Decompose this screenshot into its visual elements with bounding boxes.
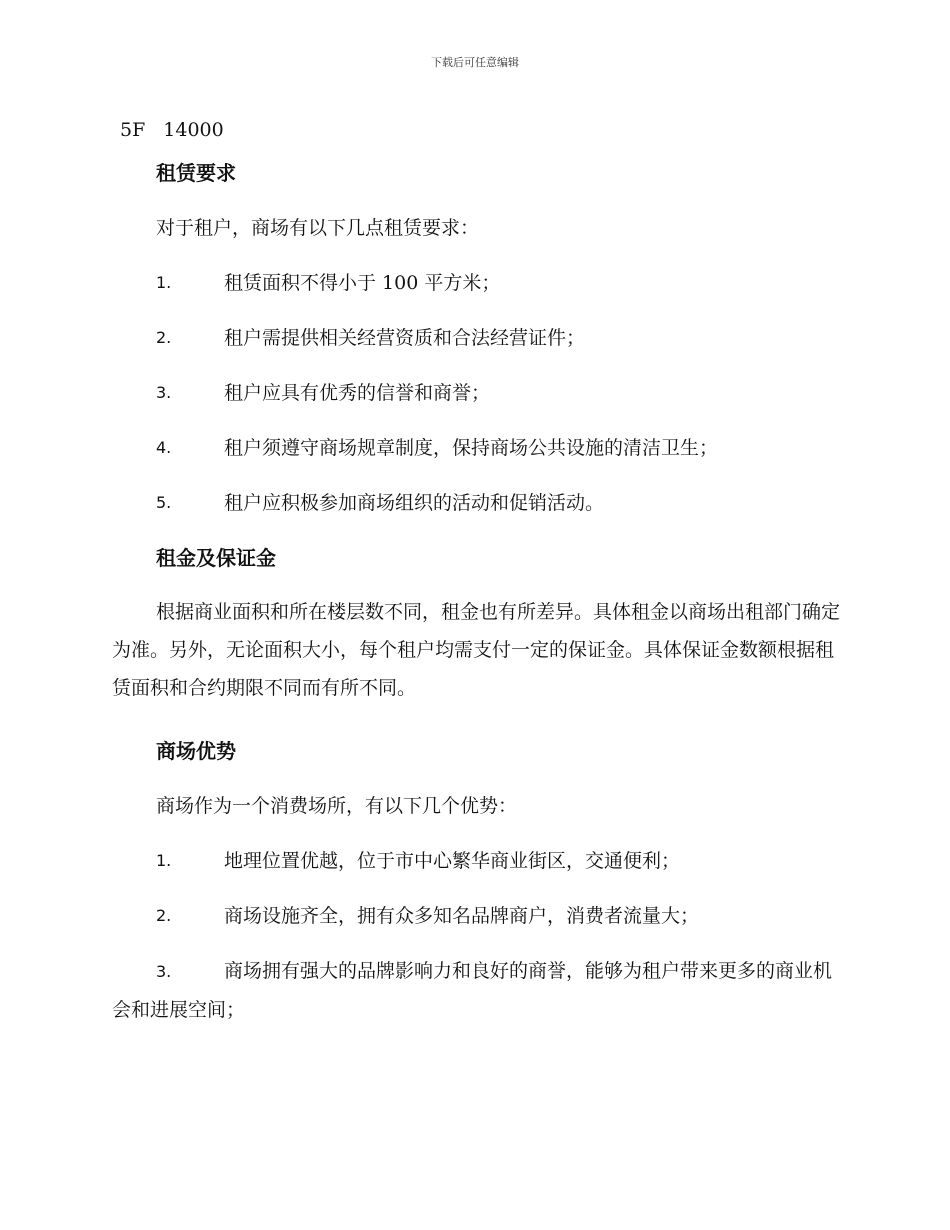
list-item-number: 5.: [156, 493, 172, 512]
list-item-text: 租户须遵守商场规章制度，保持商场公共设施的清洁卫生；: [224, 437, 719, 459]
list-item-number: 3.: [156, 383, 172, 402]
floor-line: [120, 118, 224, 142]
list-item-number: 2.: [156, 906, 172, 925]
list-item-text: 商场拥有强大的品牌影响力和良好的商誉，能够为租户带来更多的商业机会和进展空间；: [112, 960, 833, 1021]
section-title-rent-deposit: 租金及保证金: [156, 546, 276, 570]
list-item-number: 2.: [156, 328, 172, 347]
list-item-number: 1.: [156, 851, 172, 870]
advantages-intro: 商场作为一个消费场所，有以下几个优势：: [156, 795, 518, 817]
rent-deposit-paragraph: 根据商业面积和所在楼层数不同，租金也有所差异。具体租金以商场出租部门确定为准。另外，无论面积大小，每个租户均需支付一定的保证金。具体保证金数额根据租赁面积和合约期限不同而有所不同。: [112, 601, 841, 699]
list-item-wrapped: [112, 952, 840, 1029]
lease-requirements-intro: 对于租户，商场有以下几点租赁要求：: [156, 217, 480, 239]
list-item-text: 商场设施齐全，拥有众多知名品牌商户，消费者流量大；: [224, 905, 700, 927]
section-title-lease-requirements: 租赁要求: [156, 161, 236, 185]
list-item-text: 租户需提供相关经营资质和合法经营证件；: [224, 327, 586, 349]
list-item-number: 1.: [156, 273, 172, 292]
header-note: 下载后可任意编辑: [431, 56, 519, 69]
floor-label: 5F: [120, 119, 146, 141]
list-item-number: 3.: [156, 962, 172, 981]
list-item-text: 地理位置优越，位于市中心繁华商业街区，交通便利；: [224, 850, 681, 872]
list-item-text: 租赁面积不得小于 100 平方米；: [224, 272, 501, 294]
floor-value: 14000: [163, 119, 224, 141]
list-item-number: 4.: [156, 438, 172, 457]
list-item-text: 租户应具有优秀的信誉和商誉；: [224, 382, 491, 404]
section-title-advantages: 商场优势: [156, 739, 236, 763]
list-item-text: 租户应积极参加商场组织的活动和促销活动。: [224, 492, 605, 514]
